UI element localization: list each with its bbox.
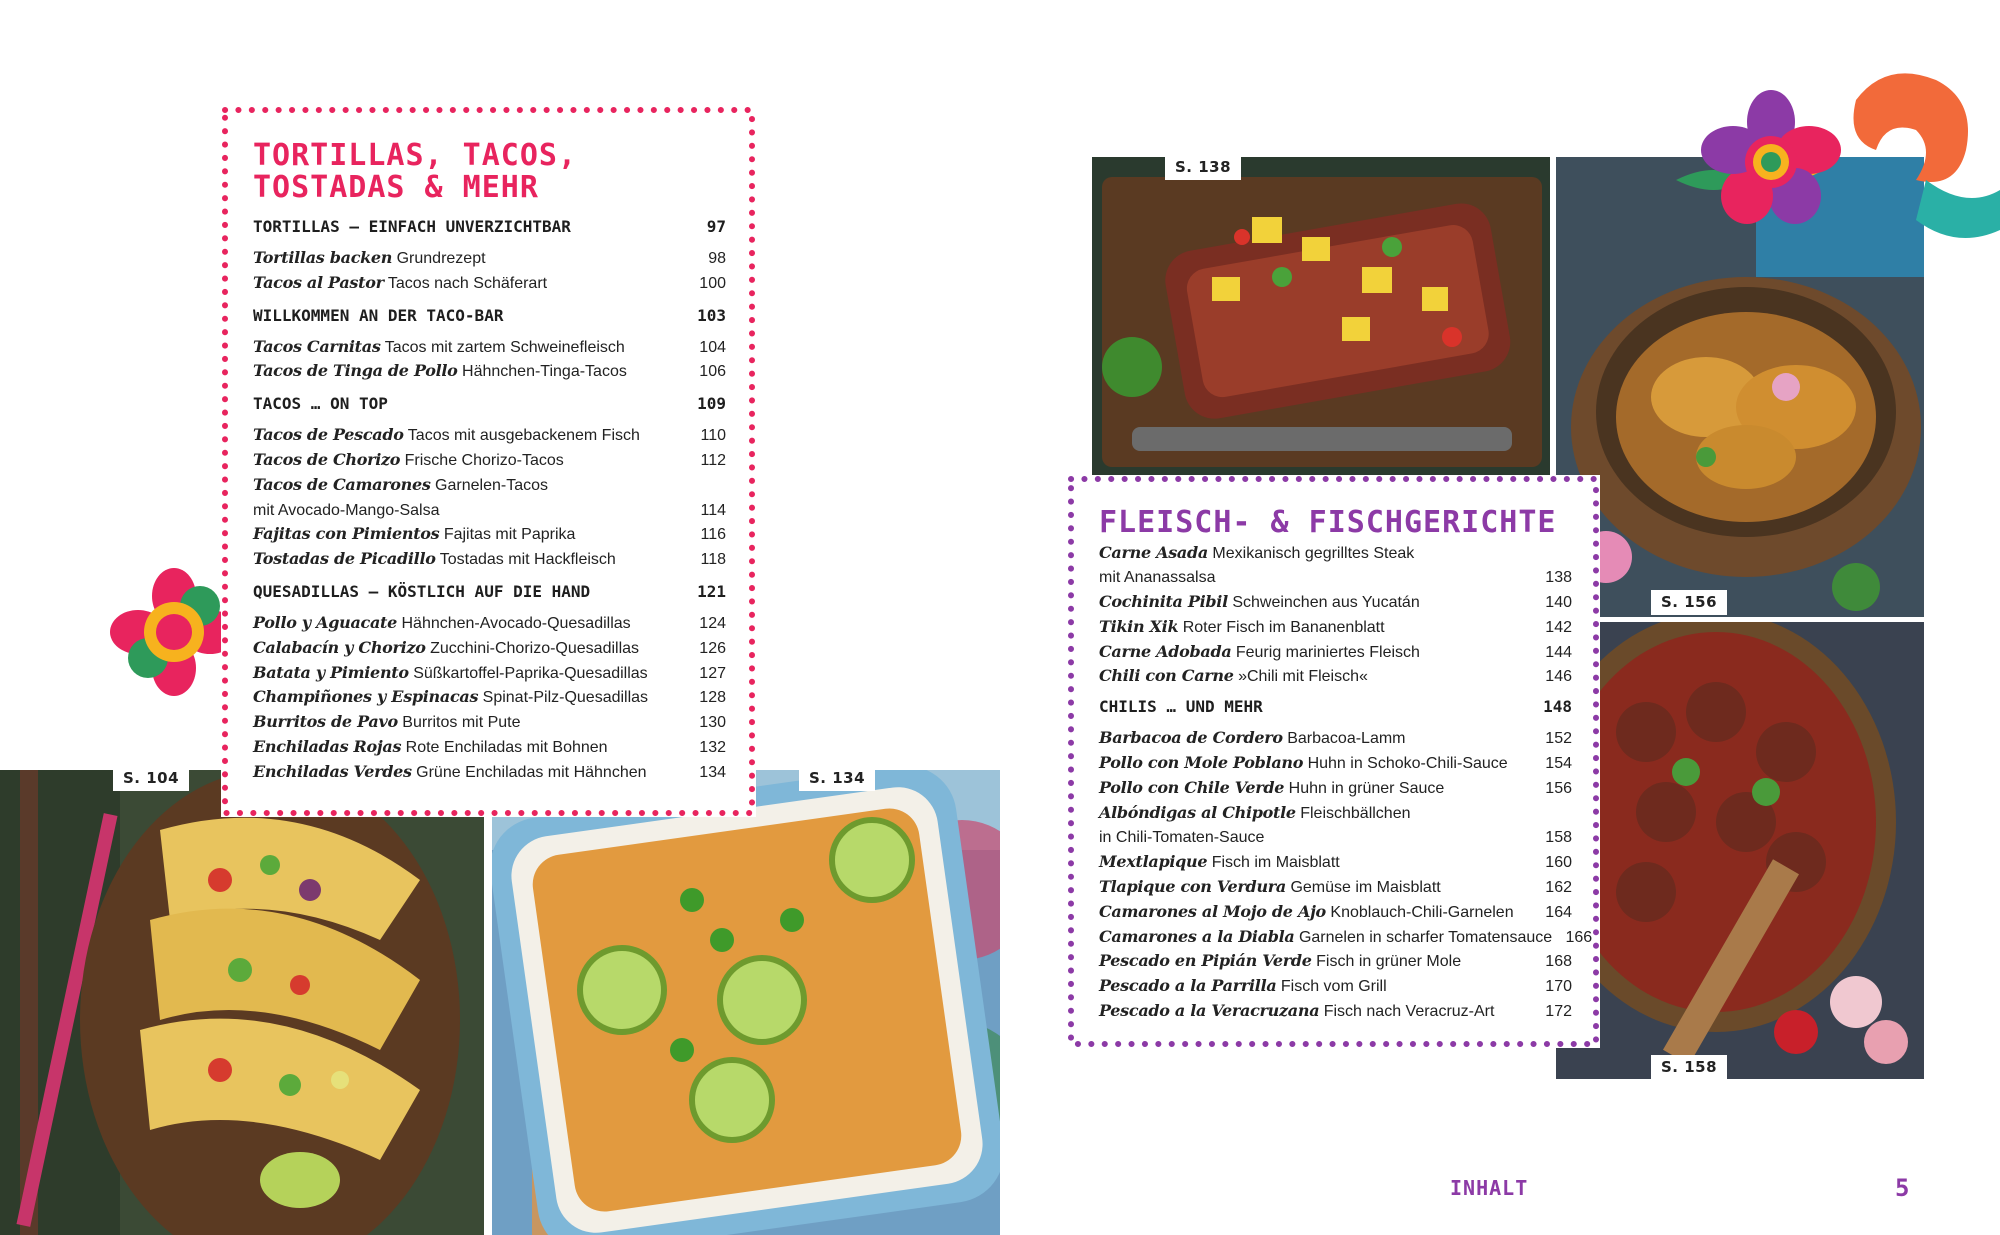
toc-entry-text (1099, 801, 1411, 826)
toc-entry-page: 118 (700, 551, 726, 569)
chapter-title-line-2: TOSTADAS & MEHR (253, 169, 539, 205)
toc-entry (1099, 850, 1572, 875)
dish-description: Mexikanisch gegrilltes Steak (1212, 544, 1415, 562)
toc-section-name: QUESADILLAS – KÖSTLICH AUF DIE HAND (253, 581, 591, 601)
toc-entry-page: 160 (1545, 854, 1572, 872)
dish-name: Fajitas con Pimientos (253, 524, 440, 544)
page-tag-138: S. 138 (1165, 155, 1241, 180)
toc-entries-top (1099, 541, 1572, 690)
dish-description: Grundrezept (396, 250, 486, 267)
toc-entry (1099, 664, 1572, 689)
toc-entry-page: 104 (699, 338, 726, 356)
toc-entry-text (253, 473, 548, 498)
toc-entry-page: 138 (1545, 569, 1572, 587)
dish-name: Burritos de Pavo (253, 712, 398, 732)
flower-decoration-top-right (1636, 60, 2000, 250)
toc-entry-page: 162 (1545, 879, 1572, 897)
toc-entry-text (253, 522, 575, 547)
dish-name: Tacos de Tinga de Pollo (253, 361, 458, 381)
toc-section-name: TORTILLAS – EINFACH UNVERZICHTBAR (253, 217, 571, 236)
dish-name: Cochinita Pibil (1099, 592, 1228, 612)
toc-content-right (1099, 505, 1593, 1024)
toc-entry-text (1099, 664, 1368, 689)
dish-description: »Chili mit Fleisch« (1238, 668, 1368, 686)
toc-entry-page: 154 (1545, 755, 1572, 773)
toc-section-page: 109 (697, 394, 726, 414)
toc-entry-page: 100 (699, 274, 726, 292)
dish-description: Rote Enchiladas mit Bohnen (405, 738, 608, 756)
dish-description: mit Ananassalsa (1099, 569, 1216, 587)
toc-entry-page: 127 (699, 664, 726, 682)
toc-entry (1099, 801, 1572, 826)
dish-description: Tacos nach Schäferart (387, 274, 548, 292)
dish-name: Tacos al Pastor (253, 272, 384, 292)
toc-entry-page: 98 (708, 250, 726, 267)
toc-entry-text (253, 423, 640, 448)
dish-description: Fisch in grüner Mole (1316, 953, 1462, 971)
toc-entry (1099, 565, 1572, 590)
dish-name: Tacos de Chorizo (253, 449, 401, 469)
toc-entry (1099, 640, 1572, 665)
dish-description: Hähnchen-Avocado-Quesadillas (401, 614, 631, 632)
toc-entry (1099, 751, 1572, 776)
dish-description: Tacos mit ausgebackenem Fisch (407, 427, 640, 445)
toc-section-heading (253, 582, 726, 601)
chapter-title-fleisch: FLEISCH- & FISCHGERICHTE (1099, 505, 1557, 540)
toc-section-page: 148 (1543, 697, 1572, 717)
toc-entry-page: 126 (699, 639, 726, 657)
toc-entry (253, 473, 726, 498)
toc-entry (1099, 776, 1572, 801)
toc-entry (253, 685, 726, 710)
toc-entry-text (1099, 776, 1444, 801)
dish-name: Tortillas backen (253, 248, 393, 267)
toc-entry-text (253, 498, 439, 523)
chapter-title-line-1: TORTILLAS, TACOS, (253, 138, 578, 173)
dish-name: Calabacín y Chorizo (253, 637, 426, 657)
toc-entry-text (1099, 850, 1340, 875)
toc-box-fleisch (1067, 475, 1600, 1048)
toc-entry-text (253, 335, 625, 360)
dish-name: Carne Adobada (1099, 641, 1232, 661)
toc-entry-text (253, 246, 486, 271)
dish-name: Albóndigas al Chipotle (1099, 802, 1296, 822)
toc-entry (253, 423, 726, 448)
toc-entry-page: 116 (700, 526, 726, 544)
toc-entry (253, 522, 726, 547)
dish-description: Garnelen-Tacos (435, 476, 548, 494)
dish-description: Fleischbällchen (1300, 804, 1411, 822)
dish-description: Süßkartoffel-Paprika-Quesadillas (413, 664, 648, 682)
dish-description: Zucchini-Chorizo-Quesadillas (430, 639, 640, 657)
toc-entry-page: 156 (1545, 779, 1572, 797)
toc-entry-page: 132 (699, 738, 726, 756)
toc-entry (1099, 615, 1572, 640)
photo-carne-asada (1092, 157, 1550, 475)
toc-entry (1099, 825, 1572, 850)
toc-entry-page: 106 (699, 363, 726, 381)
toc-section-heading (253, 217, 726, 236)
toc-entry-page: 144 (1545, 643, 1572, 661)
toc-entry-text (253, 661, 648, 686)
dish-description: Knoblauch-Chili-Garnelen (1330, 903, 1514, 921)
toc-entry-text (1099, 590, 1420, 615)
toc-entry-page: 140 (1545, 594, 1572, 612)
toc-entry-text (1099, 949, 1461, 974)
toc-entry (253, 661, 726, 686)
toc-entry (1099, 999, 1572, 1024)
dish-name: Pescado a la Parrilla (1099, 976, 1277, 996)
dish-description: Hähnchen-Tinga-Tacos (462, 363, 627, 381)
toc-entry (1099, 590, 1572, 615)
dish-name: Enchiladas Verdes (253, 761, 412, 781)
dish-description: Tostadas mit Hackfleisch (439, 551, 616, 569)
toc-entry-page: 164 (1545, 903, 1572, 921)
toc-entry-page: 172 (1545, 1003, 1572, 1021)
dish-description: Spinat-Pilz-Quesadillas (482, 689, 649, 707)
dish-name: Tacos de Pescado (253, 425, 404, 445)
toc-entry (1099, 541, 1572, 566)
toc-entry-text (1099, 751, 1508, 776)
photo-enchiladas (492, 770, 1000, 1235)
toc-entry-page: 124 (699, 614, 726, 632)
chapter-title-tortillas (253, 140, 726, 203)
dish-description: Barbacoa-Lamm (1287, 730, 1406, 748)
dish-name: Carne Asada (1099, 542, 1208, 562)
toc-entry-text (253, 636, 639, 661)
toc-entry-page: 142 (1545, 618, 1572, 636)
dish-description: Huhn in grüner Sauce (1288, 779, 1445, 797)
toc-section-page: 103 (697, 305, 726, 325)
toc-entry-page: 166 (1565, 928, 1593, 946)
toc-entry (253, 246, 726, 271)
toc-entry-text (1099, 615, 1385, 640)
toc-entry-page: 128 (699, 689, 726, 707)
dish-name: Enchiladas Rojas (253, 736, 402, 756)
toc-entries-bottom (1099, 726, 1593, 1024)
dish-name: Tacos de Camarones (253, 474, 431, 494)
toc-entry (253, 611, 726, 636)
dish-name: Tikin Xik (1099, 616, 1179, 636)
toc-entry-page: 114 (700, 501, 726, 519)
toc-entry-text (1099, 825, 1264, 850)
dish-description: Tacos mit zartem Schweinefleisch (384, 338, 625, 356)
dish-description: mit Avocado-Mango-Salsa (253, 501, 440, 519)
dish-description: Fisch nach Veracruz-Art (1323, 1003, 1495, 1021)
toc-entry-text (253, 685, 648, 710)
toc-entry (253, 498, 726, 523)
toc-entry-text (253, 611, 631, 636)
toc-entry-text (253, 735, 608, 760)
toc-entry (253, 735, 726, 760)
page-tag-158: S. 158 (1651, 1055, 1727, 1080)
dish-description: Burritos mit Pute (402, 714, 521, 732)
toc-entry-text (1099, 999, 1494, 1024)
running-footer-label: INHALT (1450, 1176, 1529, 1200)
dish-name: Tlapique con Verdura (1099, 877, 1286, 897)
toc-entry-text (253, 271, 547, 296)
toc-entry-text (1099, 875, 1441, 900)
toc-entry (253, 547, 726, 572)
dish-name: Barbacoa de Cordero (1099, 728, 1283, 748)
toc-entry-text (253, 359, 627, 384)
toc-entry (1099, 974, 1572, 999)
toc-entry-text (253, 547, 616, 572)
toc-entry (253, 359, 726, 384)
dish-description: Gemüse im Maisblatt (1290, 879, 1441, 897)
toc-entry-text (1099, 541, 1414, 566)
toc-entry (253, 335, 726, 360)
toc-entry-text (253, 448, 564, 473)
toc-section-name: WILLKOMMEN AN DER TACO-BAR (253, 305, 504, 325)
dish-name: Chili con Carne (1099, 666, 1234, 686)
toc-entry-text (253, 760, 647, 785)
page-tag-156: S. 156 (1651, 590, 1727, 615)
dish-name: Pescado a la Veracruzana (1099, 1001, 1320, 1021)
toc-entry (1099, 949, 1572, 974)
dish-name: Champiñones y Espinacas (253, 687, 479, 707)
toc-entry-text (1099, 974, 1387, 999)
toc-entry-page: 134 (699, 763, 726, 781)
toc-section-heading (253, 306, 726, 325)
toc-entry-text (1099, 925, 1552, 950)
page-tag-134: S. 134 (799, 766, 875, 791)
dish-description: Fajitas mit Paprika (443, 526, 576, 544)
toc-content-left (253, 140, 726, 785)
dish-description: Garnelen in scharfer Tomatensauce (1298, 928, 1553, 946)
dish-description: Feurig mariniertes Fleisch (1235, 643, 1420, 661)
dish-name: Pescado en Pipián Verde (1099, 951, 1312, 971)
toc-entry-page: 146 (1545, 668, 1572, 686)
toc-entry-page: 130 (699, 714, 726, 732)
toc-box-tortillas (221, 106, 756, 817)
dish-name: Pollo con Chile Verde (1099, 777, 1285, 797)
toc-entry-page: 112 (700, 451, 726, 469)
dish-name: Camarones al Mojo de Ajo (1099, 901, 1326, 921)
toc-entry-page: 170 (1545, 978, 1572, 996)
toc-entry (253, 636, 726, 661)
dish-description: Roter Fisch im Bananenblatt (1182, 618, 1385, 636)
toc-entry (253, 760, 726, 785)
dish-description: Schweinchen aus Yucatán (1232, 594, 1420, 612)
dish-description: Huhn in Schoko-Chili-Sauce (1307, 755, 1508, 773)
dish-name: Pollo y Aguacate (253, 612, 398, 632)
photo-albondigas (1556, 622, 1924, 1079)
toc-sections-left (253, 217, 726, 785)
dish-name: Batata y Pimiento (253, 662, 409, 682)
dish-name: Tostadas de Picadillo (253, 549, 436, 569)
toc-section-chilis (1099, 697, 1572, 716)
toc-section-heading (253, 394, 726, 413)
toc-entry (1099, 875, 1572, 900)
dish-name: Pollo con Mole Poblano (1099, 753, 1304, 773)
toc-section-page: 121 (697, 581, 726, 601)
toc-entry (1099, 925, 1593, 950)
dish-description: Fisch vom Grill (1280, 978, 1387, 996)
dish-description: in Chili-Tomaten-Sauce (1099, 829, 1265, 847)
toc-entry (1099, 900, 1572, 925)
dish-name: Tacos Carnitas (253, 336, 381, 356)
dish-name: Mextlapique (1099, 852, 1208, 872)
dish-name: Camarones a la Diabla (1099, 926, 1295, 946)
page-number: 5 (1895, 1174, 1910, 1202)
toc-section-page: 97 (706, 217, 726, 236)
page-tag-104: S. 104 (113, 766, 189, 791)
toc-section-name: TACOS … ON TOP (253, 394, 388, 414)
toc-entry (253, 448, 726, 473)
dish-description: Fisch im Maisblatt (1211, 854, 1340, 872)
toc-entry-text (1099, 565, 1216, 590)
photo-tacos (0, 770, 484, 1235)
toc-entry-text (253, 710, 521, 735)
toc-entry (253, 710, 726, 735)
toc-entry-page: 110 (700, 427, 726, 445)
dish-description: Grüne Enchiladas mit Hähnchen (416, 763, 647, 781)
toc-entry-text (1099, 900, 1514, 925)
toc-entry-text (1099, 640, 1420, 665)
toc-entry-text (1099, 726, 1406, 751)
toc-entry-page: 152 (1545, 730, 1572, 748)
toc-entry (253, 271, 726, 296)
toc-entry-page: 168 (1545, 953, 1572, 971)
toc-section-name: CHILIS … UND MEHR (1099, 697, 1263, 717)
dish-description: Frische Chorizo-Tacos (404, 451, 564, 469)
toc-entry (1099, 726, 1572, 751)
toc-entry-page: 158 (1545, 829, 1572, 847)
